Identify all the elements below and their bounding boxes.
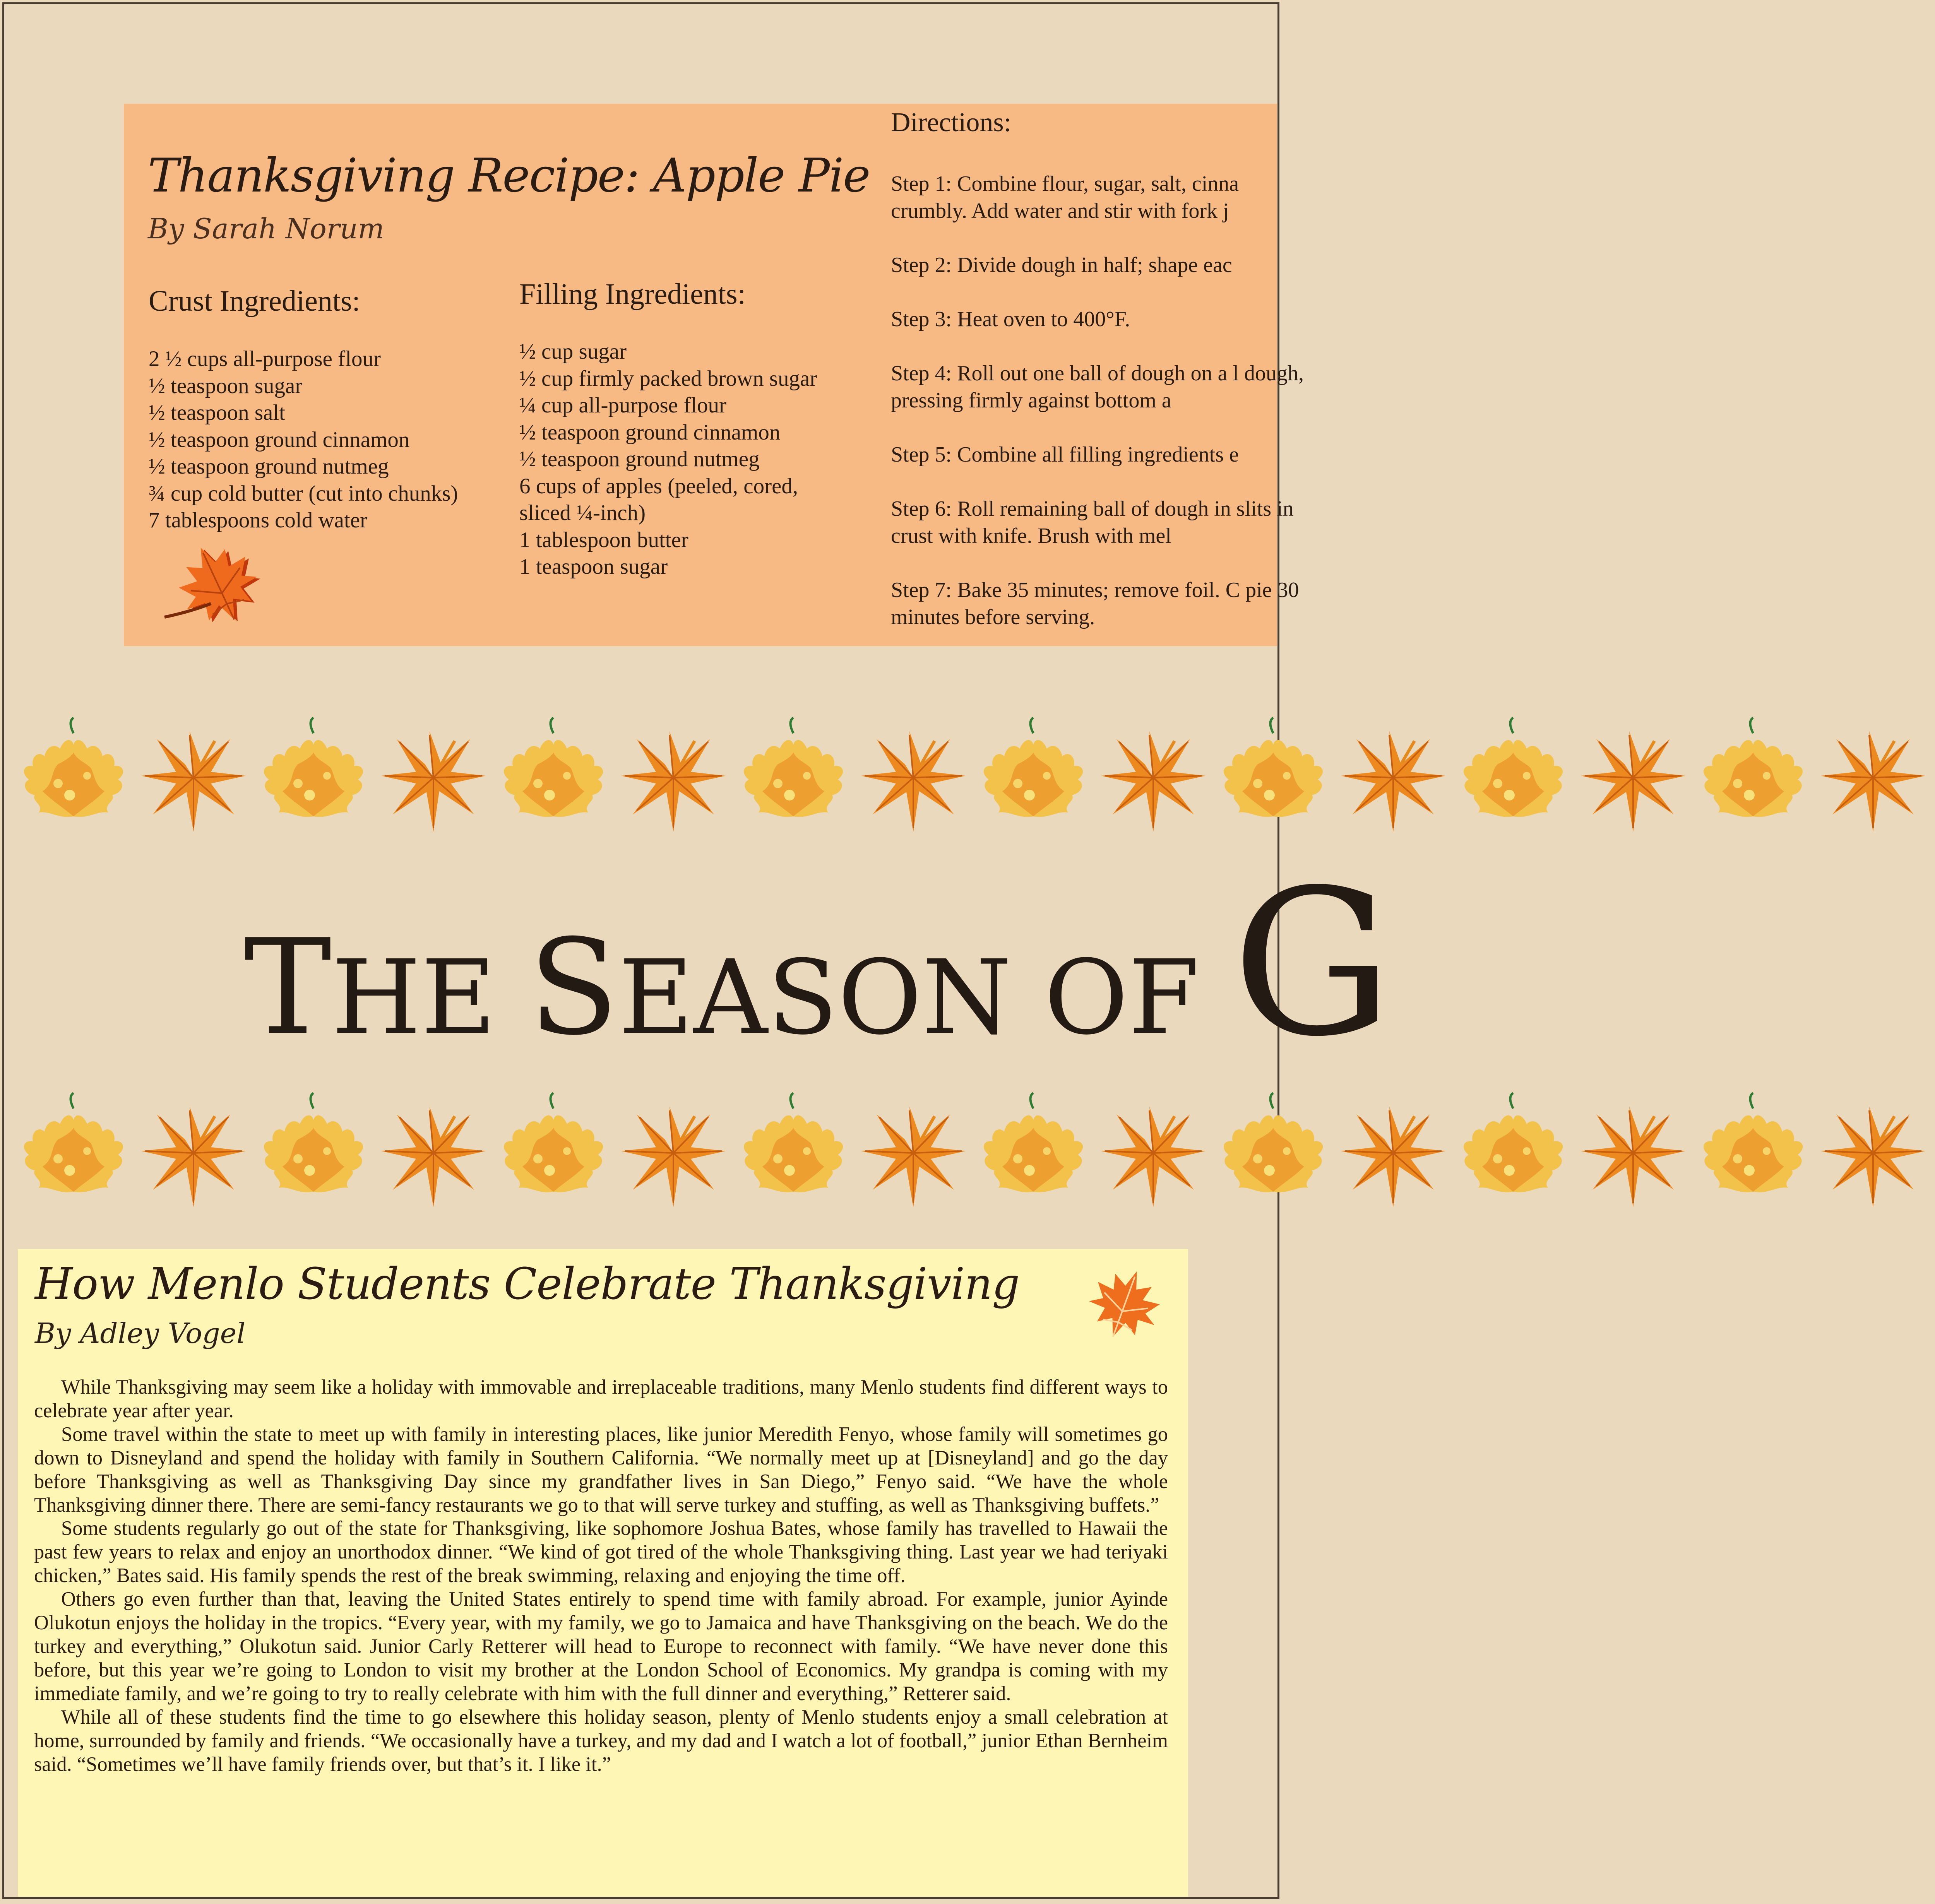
crust-heading: Crust Ingredients:: [149, 285, 360, 317]
leaf-border-bottom: [0, 1093, 1277, 1221]
orange-maple-leaf-icon: [135, 1093, 252, 1217]
yellow-maple-leaf-icon: [975, 1093, 1091, 1217]
yellow-maple-leaf-icon: [975, 718, 1091, 842]
orange-maple-leaf-icon: [1335, 718, 1451, 842]
yellow-maple-leaf-icon: [1695, 718, 1811, 842]
yellow-maple-leaf-icon: [255, 1093, 372, 1217]
yellow-maple-leaf-icon: [255, 718, 372, 842]
orange-leaf-icon: [1082, 1265, 1167, 1350]
list-item: 2 ½ cups all-purpose flour: [149, 347, 381, 371]
yellow-maple-leaf-icon: [15, 718, 132, 842]
orange-maple-leaf-icon: [1575, 718, 1691, 842]
yellow-maple-leaf-icon: [15, 1093, 132, 1217]
season-title: [244, 846, 1393, 1081]
list-item: ½ teaspoon salt: [149, 400, 286, 425]
direction-step: Step 7: Bake 35 minutes; remove foil. C pie 30 minutes before serving.: [891, 578, 1299, 629]
list-item: ¾ cup cold butter (cut into chunks): [149, 481, 458, 506]
directions-list: [891, 170, 1317, 658]
orange-maple-leaf-icon: [1815, 718, 1931, 842]
orange-maple-leaf-icon: [1575, 1093, 1691, 1217]
list-item: ½ teaspoon ground cinnamon: [519, 420, 781, 445]
orange-maple-leaf-icon: [1815, 1093, 1931, 1217]
crust-ingredients-list: [149, 346, 458, 534]
leaf-border-top: [0, 718, 1277, 845]
list-item: ½ cup sugar: [519, 339, 627, 364]
recipe-byline: By Sarah Norum: [148, 212, 384, 245]
direction-step: Step 5: Combine all filling ingredients e: [891, 443, 1239, 467]
yellow-maple-leaf-icon: [735, 718, 851, 842]
article-title: How Menlo Students Celebrate Thanksgiving: [35, 1259, 1020, 1309]
direction-step: Step 3: Heat oven to 400°F.: [891, 307, 1130, 331]
direction-step: Step 2: Divide dough in half; shape eac: [891, 253, 1232, 277]
title-letter: S: [528, 911, 619, 1064]
maple-leaf-icon: [153, 540, 273, 636]
list-item: 7 tablespoons cold water: [149, 508, 368, 532]
list-item: 1 tablespoon butter: [519, 527, 688, 552]
article-paragraph: While all of these students find the time to go elsewhere this holiday season, plenty of Menlo students enjoy a small celebration at home, surrounded by family and friends. “We occasionally have a turkey, and my dad and I watch a lot of football,” junior Ethan Bernheim said. “Sometimes we’ll have family friends over, but that’s it. I like it.”: [34, 1706, 1168, 1776]
direction-step: Step 6: Roll remaining ball of dough in slits in crust with knife. Brush with mel: [891, 497, 1294, 548]
article-paragraph: Some students regularly go out of the state for Thanksgiving, like sophomore Joshua Bates, whose family has travelled to Hawaii the past few years to relax and enjoy an unorthodox dinner. “We kind of got tired of the whole Thanksgiving thing. Last year we had teriyaki chicken,” Bates said. His family spends the rest of the break swimming, relaxing and enjoying the time off.: [34, 1517, 1168, 1587]
list-item: 6 cups of apples (peeled, cored,: [519, 474, 798, 498]
article-paragraph: Some travel within the state to meet up with family in interesting places, like junior Meredith Fenyo, whose family will sometimes go down to Disneyland and spend the holiday with family in Southern California. “We normally meet up at [Disneyland] and go the day before Thanksgiving as well as Thanksgiving Day since my grandfather lives in San Diego,” Fenyo said. “We have the whole Thanksgiving dinner there. There are semi-fancy restaurants we go to that will serve turkey and stuffing, as well as Thanksgiving buffets.”: [34, 1423, 1168, 1516]
article-paragraph: Others go even further than that, leaving the United States entirely to spend time with family abroad. For example, junior Ayinde Olukotun enjoys the holiday in the tropics. “Every year, with my family, we go to Jamaica and have Thanksgiving on the beach. We do the turkey and everything,” Olukotun said. Junior Carly Retterer will head to Europe to reconnect with family. “We have never done this before, but this year we’re going to London to visit my brother at the London School of Economics. My grandpa is coming with my immediate family, and we’re going to try to really celebrate with him with the full dinner and everything,” Retterer said.: [34, 1588, 1168, 1705]
title-letter: T: [244, 911, 332, 1064]
list-item: sliced ¼-inch): [519, 501, 646, 525]
title-text: HE: [331, 938, 529, 1057]
orange-maple-leaf-icon: [1095, 718, 1211, 842]
article-byline: By Adley Vogel: [35, 1317, 246, 1350]
orange-maple-leaf-icon: [1335, 1093, 1451, 1217]
list-item: ½ cup firmly packed brown sugar: [519, 366, 817, 391]
orange-maple-leaf-icon: [135, 718, 252, 842]
yellow-maple-leaf-icon: [495, 1093, 611, 1217]
list-item: ½ teaspoon ground nutmeg: [149, 454, 389, 479]
orange-maple-leaf-icon: [855, 718, 971, 842]
recipe-title: Thanksgiving Recipe: Apple Pie: [148, 149, 870, 203]
direction-step: Step 1: Combine flour, sugar, salt, cinna crumbly. Add water and stir with fork j: [891, 172, 1239, 223]
orange-maple-leaf-icon: [375, 1093, 491, 1217]
filling-ingredients-list: [519, 338, 817, 580]
orange-maple-leaf-icon: [1095, 1093, 1211, 1217]
yellow-maple-leaf-icon: [1215, 718, 1331, 842]
orange-maple-leaf-icon: [855, 1093, 971, 1217]
list-item: ½ teaspoon ground cinnamon: [149, 427, 410, 452]
directions-heading: Directions:: [891, 108, 1012, 137]
yellow-maple-leaf-icon: [1455, 1093, 1571, 1217]
filling-heading: Filling Ingredients:: [519, 278, 746, 310]
title-letter: G: [1232, 846, 1393, 1081]
yellow-maple-leaf-icon: [1455, 718, 1571, 842]
yellow-maple-leaf-icon: [1695, 1093, 1811, 1217]
list-item: ¼ cup all-purpose flour: [519, 393, 727, 417]
yellow-maple-leaf-icon: [495, 718, 611, 842]
list-item: ½ teaspoon sugar: [149, 373, 303, 398]
list-item: ½ teaspoon ground nutmeg: [519, 447, 760, 471]
orange-maple-leaf-icon: [615, 718, 731, 842]
direction-step: Step 4: Roll out one ball of dough on a l dough, pressing firmly against bottom a: [891, 361, 1304, 412]
title-text: EASON OF: [618, 938, 1232, 1057]
article-paragraph: While Thanksgiving may seem like a holiday with immovable and irreplaceable traditions, many Menlo students find different ways to celebrate year after year.: [34, 1376, 1168, 1422]
list-item: 1 teaspoon sugar: [519, 554, 668, 579]
orange-maple-leaf-icon: [615, 1093, 731, 1217]
yellow-maple-leaf-icon: [735, 1093, 851, 1217]
orange-maple-leaf-icon: [375, 718, 491, 842]
article-body: [34, 1375, 1168, 1776]
yellow-maple-leaf-icon: [1215, 1093, 1331, 1217]
